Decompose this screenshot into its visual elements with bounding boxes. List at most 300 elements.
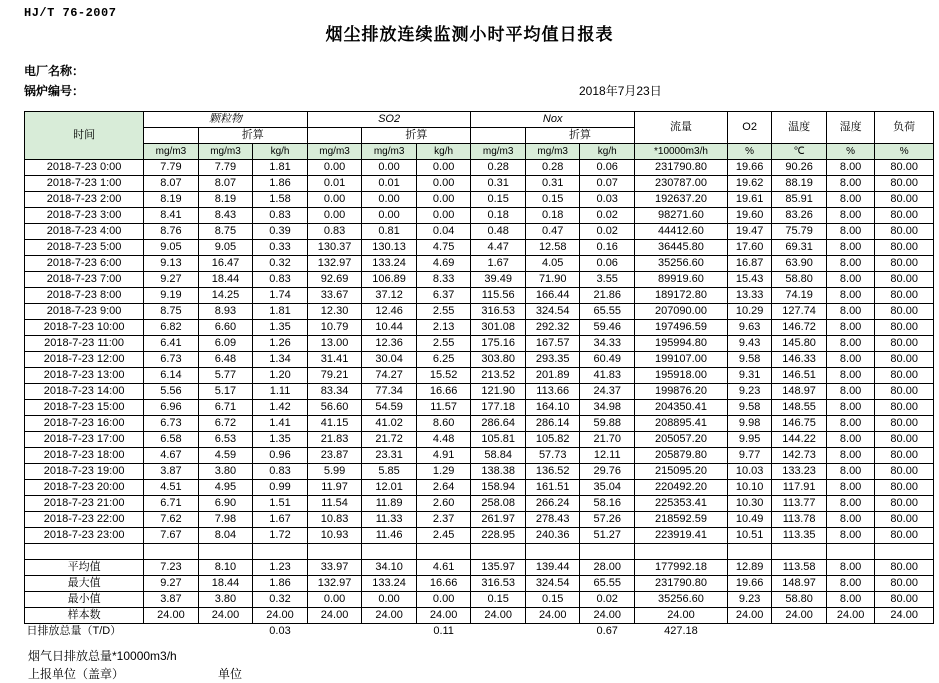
cell: 75.79 — [772, 224, 827, 240]
header-humidity: 湿度 — [826, 112, 874, 144]
cell: 146.75 — [772, 416, 827, 432]
cell: 80.00 — [875, 256, 934, 272]
table-row — [25, 352, 934, 368]
cell: 293.35 — [525, 352, 580, 368]
cell: 0.83 — [253, 272, 308, 288]
cell: 213.52 — [471, 368, 526, 384]
row-time: 2018-7-23 0:00 — [25, 160, 144, 176]
cell: 220492.20 — [635, 480, 728, 496]
header-time: 时间 — [25, 112, 144, 160]
cell: 8.93 — [198, 304, 253, 320]
cell: 225353.41 — [635, 496, 728, 512]
cell: 24.00 — [198, 608, 253, 624]
cell: 324.54 — [525, 304, 580, 320]
cell: 189172.80 — [635, 288, 728, 304]
cell: 106.89 — [362, 272, 417, 288]
cell: 39.49 — [471, 272, 526, 288]
cell: 0.31 — [525, 176, 580, 192]
cell: 197496.59 — [635, 320, 728, 336]
cell: 133.24 — [362, 256, 417, 272]
cell: 0.32 — [253, 592, 308, 608]
cell: 113.78 — [772, 512, 827, 528]
cell: 230787.00 — [635, 176, 728, 192]
cell: 0.99 — [253, 480, 308, 496]
cell: 6.82 — [144, 320, 199, 336]
cell: 24.00 — [307, 608, 362, 624]
cell: 8.00 — [826, 480, 874, 496]
row-time: 2018-7-23 16:00 — [25, 416, 144, 432]
cell: 3.80 — [198, 464, 253, 480]
row-time: 2018-7-23 20:00 — [25, 480, 144, 496]
cell: 3.80 — [198, 592, 253, 608]
footer-report-unit: 上报单位（盖章） — [28, 667, 125, 681]
cell: 24.37 — [580, 384, 635, 400]
cell: 6.90 — [198, 496, 253, 512]
table-row — [25, 400, 934, 416]
cell: 133.24 — [362, 576, 417, 592]
table-row — [25, 320, 934, 336]
cell: 167.57 — [525, 336, 580, 352]
cell: 80.00 — [875, 208, 934, 224]
cell: 2.45 — [416, 528, 471, 544]
unit-cell: ℃ — [772, 144, 827, 160]
cell: 6.71 — [144, 496, 199, 512]
spacer-cell — [727, 544, 771, 560]
cell: 19.61 — [727, 192, 771, 208]
cell: 92.69 — [307, 272, 362, 288]
daily-total-blank — [198, 624, 253, 640]
cell: 9.77 — [727, 448, 771, 464]
cell: 0.81 — [362, 224, 417, 240]
cell: 8.00 — [826, 464, 874, 480]
cell: 41.83 — [580, 368, 635, 384]
cell: 7.62 — [144, 512, 199, 528]
cell: 7.67 — [144, 528, 199, 544]
cell: 88.19 — [772, 176, 827, 192]
cell: 2.55 — [416, 304, 471, 320]
cell: 1.35 — [253, 320, 308, 336]
cell: 4.47 — [471, 240, 526, 256]
cell: 0.96 — [253, 448, 308, 464]
cell: 30.04 — [362, 352, 417, 368]
cell: 177992.18 — [635, 560, 728, 576]
daily-total-blank — [525, 624, 580, 640]
cell: 148.55 — [772, 400, 827, 416]
unit-cell: *10000m3/h — [635, 144, 728, 160]
summary-row-min — [25, 592, 934, 608]
cell: 2.37 — [416, 512, 471, 528]
cell: 8.00 — [826, 496, 874, 512]
cell: 139.44 — [525, 560, 580, 576]
cell: 98271.60 — [635, 208, 728, 224]
table-row — [25, 480, 934, 496]
header-nox-blank — [471, 128, 526, 144]
cell: 0.15 — [471, 592, 526, 608]
cell: 8.75 — [198, 224, 253, 240]
cell: 1.34 — [253, 352, 308, 368]
daily-total-pm: 0.03 — [269, 625, 291, 637]
cell: 8.00 — [826, 400, 874, 416]
cell: 80.00 — [875, 448, 934, 464]
cell: 16.87 — [727, 256, 771, 272]
cell: 4.91 — [416, 448, 471, 464]
cell: 14.25 — [198, 288, 253, 304]
cell: 0.02 — [580, 592, 635, 608]
cell: 65.55 — [580, 576, 635, 592]
cell: 1.81 — [253, 304, 308, 320]
cell: 1.81 — [253, 160, 308, 176]
cell: 1.26 — [253, 336, 308, 352]
cell: 83.26 — [772, 208, 827, 224]
cell: 10.79 — [307, 320, 362, 336]
cell: 177.18 — [471, 400, 526, 416]
cell: 258.08 — [471, 496, 526, 512]
cell: 51.27 — [580, 528, 635, 544]
cell: 23.87 — [307, 448, 362, 464]
header-group-pm: 颗粒物 — [144, 112, 308, 128]
cell: 132.97 — [307, 256, 362, 272]
cell: 41.15 — [307, 416, 362, 432]
cell: 34.98 — [580, 400, 635, 416]
cell: 8.00 — [826, 352, 874, 368]
cell: 0.48 — [471, 224, 526, 240]
cell: 16.47 — [198, 256, 253, 272]
header-row-units — [25, 144, 934, 160]
cell: 80.00 — [875, 304, 934, 320]
summary-label: 最小值 — [25, 592, 144, 608]
cell: 10.10 — [727, 480, 771, 496]
cell: 0.00 — [416, 176, 471, 192]
cell: 34.33 — [580, 336, 635, 352]
cell: 1.20 — [253, 368, 308, 384]
cell: 8.19 — [198, 192, 253, 208]
cell: 19.47 — [727, 224, 771, 240]
cell: 8.00 — [826, 224, 874, 240]
cell: 1.74 — [253, 288, 308, 304]
cell: 1.86 — [253, 576, 308, 592]
cell: 8.19 — [144, 192, 199, 208]
cell: 4.51 — [144, 480, 199, 496]
spacer-cell — [307, 544, 362, 560]
cell: 8.00 — [826, 176, 874, 192]
unit-cell: kg/h — [416, 144, 471, 160]
cell: 35256.60 — [635, 592, 728, 608]
cell: 6.58 — [144, 432, 199, 448]
cell: 145.80 — [772, 336, 827, 352]
cell: 9.58 — [727, 400, 771, 416]
cell: 10.30 — [727, 496, 771, 512]
spacer-cell — [525, 544, 580, 560]
cell: 1.41 — [253, 416, 308, 432]
footer-block — [28, 647, 925, 683]
cell: 8.41 — [144, 208, 199, 224]
table-row — [25, 464, 934, 480]
row-time: 2018-7-23 23:00 — [25, 528, 144, 544]
cell: 11.97 — [307, 480, 362, 496]
cell: 80.00 — [875, 432, 934, 448]
cell: 36445.80 — [635, 240, 728, 256]
cell: 8.00 — [826, 320, 874, 336]
cell: 1.67 — [253, 512, 308, 528]
cell: 0.83 — [253, 464, 308, 480]
report-date: 2018年7月23日 — [579, 84, 662, 98]
cell: 74.27 — [362, 368, 417, 384]
standard-code: HJ/T 76-2007 — [24, 6, 117, 20]
cell: 24.00 — [471, 608, 526, 624]
cell: 164.10 — [525, 400, 580, 416]
header-so2-blank — [307, 128, 362, 144]
cell: 80.00 — [875, 224, 934, 240]
cell: 113.77 — [772, 496, 827, 512]
cell: 57.73 — [525, 448, 580, 464]
cell: 10.51 — [727, 528, 771, 544]
unit-cell: mg/m3 — [198, 144, 253, 160]
cell: 21.86 — [580, 288, 635, 304]
cell: 1.72 — [253, 528, 308, 544]
header-pm-converted: 折算 — [198, 128, 307, 144]
cell: 142.73 — [772, 448, 827, 464]
cell: 80.00 — [875, 496, 934, 512]
table-row — [25, 384, 934, 400]
cell: 286.64 — [471, 416, 526, 432]
spacer-cell — [362, 544, 417, 560]
cell: 0.06 — [580, 160, 635, 176]
cell: 0.01 — [307, 176, 362, 192]
cell: 228.95 — [471, 528, 526, 544]
cell: 5.77 — [198, 368, 253, 384]
cell: 117.91 — [772, 480, 827, 496]
cell: 9.43 — [727, 336, 771, 352]
cell: 1.67 — [471, 256, 526, 272]
cell: 231790.80 — [635, 160, 728, 176]
cell: 9.58 — [727, 352, 771, 368]
cell: 74.19 — [772, 288, 827, 304]
cell: 8.00 — [826, 288, 874, 304]
cell: 175.16 — [471, 336, 526, 352]
row-time: 2018-7-23 8:00 — [25, 288, 144, 304]
cell: 12.11 — [580, 448, 635, 464]
cell: 0.00 — [307, 160, 362, 176]
cell: 0.01 — [362, 176, 417, 192]
cell: 29.76 — [580, 464, 635, 480]
cell: 7.79 — [144, 160, 199, 176]
cell: 105.81 — [471, 432, 526, 448]
cell: 215095.20 — [635, 464, 728, 480]
cell: 0.15 — [525, 592, 580, 608]
cell: 13.33 — [727, 288, 771, 304]
spacer-cell — [416, 544, 471, 560]
row-time: 2018-7-23 12:00 — [25, 352, 144, 368]
cell: 12.30 — [307, 304, 362, 320]
cell: 3.55 — [580, 272, 635, 288]
cell: 24.00 — [635, 608, 728, 624]
cell: 80.00 — [875, 320, 934, 336]
cell: 0.33 — [253, 240, 308, 256]
cell: 10.49 — [727, 512, 771, 528]
summary-row-average — [25, 560, 934, 576]
cell: 24.00 — [253, 608, 308, 624]
unit-cell: kg/h — [253, 144, 308, 160]
cell: 0.15 — [525, 192, 580, 208]
cell: 8.00 — [826, 384, 874, 400]
daily-total-blank — [727, 624, 771, 640]
table-row — [25, 304, 934, 320]
cell: 0.83 — [307, 224, 362, 240]
cell: 24.00 — [416, 608, 471, 624]
cell: 218592.59 — [635, 512, 728, 528]
spacer-cell — [826, 544, 874, 560]
daily-total-label: 日排放总量（T/D） — [26, 625, 122, 637]
cell: 18.44 — [198, 272, 253, 288]
cell: 166.44 — [525, 288, 580, 304]
cell: 18.44 — [198, 576, 253, 592]
cell: 5.85 — [362, 464, 417, 480]
cell: 136.52 — [525, 464, 580, 480]
cell: 138.38 — [471, 464, 526, 480]
cell: 0.00 — [362, 160, 417, 176]
cell: 4.67 — [144, 448, 199, 464]
cell: 8.60 — [416, 416, 471, 432]
cell: 8.07 — [198, 176, 253, 192]
cell: 1.29 — [416, 464, 471, 480]
cell: 35.04 — [580, 480, 635, 496]
cell: 21.70 — [580, 432, 635, 448]
table-row — [25, 512, 934, 528]
cell: 8.07 — [144, 176, 199, 192]
cell: 11.33 — [362, 512, 417, 528]
unit-cell: mg/m3 — [362, 144, 417, 160]
row-time: 2018-7-23 2:00 — [25, 192, 144, 208]
table-row — [25, 192, 934, 208]
table-row — [25, 416, 934, 432]
cell: 6.48 — [198, 352, 253, 368]
cell: 0.18 — [471, 208, 526, 224]
cell: 58.84 — [471, 448, 526, 464]
cell: 80.00 — [875, 400, 934, 416]
cell: 23.31 — [362, 448, 417, 464]
table-row — [25, 224, 934, 240]
cell: 24.00 — [362, 608, 417, 624]
row-time: 2018-7-23 19:00 — [25, 464, 144, 480]
footer-gas-total: 烟气日排放总量*10000m3/h — [28, 649, 177, 663]
cell: 7.23 — [144, 560, 199, 576]
cell: 8.75 — [144, 304, 199, 320]
cell: 1.51 — [253, 496, 308, 512]
cell: 231790.80 — [635, 576, 728, 592]
cell: 6.60 — [198, 320, 253, 336]
cell: 0.00 — [307, 192, 362, 208]
cell: 24.00 — [144, 608, 199, 624]
cell: 58.80 — [772, 592, 827, 608]
cell: 80.00 — [875, 560, 934, 576]
header-group-nox: Nox — [471, 112, 635, 128]
cell: 69.31 — [772, 240, 827, 256]
cell: 105.82 — [525, 432, 580, 448]
cell: 113.58 — [772, 560, 827, 576]
unit-cell: % — [826, 144, 874, 160]
header-load: 负荷 — [875, 112, 934, 144]
row-time: 2018-7-23 3:00 — [25, 208, 144, 224]
daily-total-flow: 427.18 — [664, 625, 698, 637]
cell: 8.00 — [826, 528, 874, 544]
cell: 199876.20 — [635, 384, 728, 400]
daily-total-blank — [875, 624, 934, 640]
row-time: 2018-7-23 18:00 — [25, 448, 144, 464]
spacer-cell — [772, 544, 827, 560]
cell: 0.00 — [416, 592, 471, 608]
cell: 161.51 — [525, 480, 580, 496]
cell: 0.03 — [580, 192, 635, 208]
row-time: 2018-7-23 15:00 — [25, 400, 144, 416]
cell: 6.73 — [144, 352, 199, 368]
cell: 6.14 — [144, 368, 199, 384]
summary-label: 平均值 — [25, 560, 144, 576]
cell: 208895.41 — [635, 416, 728, 432]
header-pm-blank — [144, 128, 199, 144]
cell: 6.25 — [416, 352, 471, 368]
cell: 80.00 — [875, 368, 934, 384]
cell: 58.80 — [772, 272, 827, 288]
cell: 6.72 — [198, 416, 253, 432]
cell: 133.23 — [772, 464, 827, 480]
cell: 0.32 — [253, 256, 308, 272]
cell: 80.00 — [875, 576, 934, 592]
cell: 8.33 — [416, 272, 471, 288]
row-time: 2018-7-23 6:00 — [25, 256, 144, 272]
cell: 2.60 — [416, 496, 471, 512]
cell: 54.59 — [362, 400, 417, 416]
cell: 8.00 — [826, 416, 874, 432]
cell: 6.09 — [198, 336, 253, 352]
cell: 21.83 — [307, 432, 362, 448]
cell: 0.04 — [416, 224, 471, 240]
cell: 12.58 — [525, 240, 580, 256]
cell: 31.41 — [307, 352, 362, 368]
spacer-cell — [253, 544, 308, 560]
cell: 59.46 — [580, 320, 635, 336]
cell: 205879.80 — [635, 448, 728, 464]
spacer-cell — [198, 544, 253, 560]
cell: 4.48 — [416, 432, 471, 448]
cell: 12.89 — [727, 560, 771, 576]
header-nox-converted: 折算 — [525, 128, 634, 144]
cell: 205057.20 — [635, 432, 728, 448]
table-row — [25, 496, 934, 512]
cell: 0.00 — [416, 160, 471, 176]
cell: 24.00 — [525, 608, 580, 624]
row-time: 2018-7-23 17:00 — [25, 432, 144, 448]
cell: 301.08 — [471, 320, 526, 336]
cell: 80.00 — [875, 592, 934, 608]
cell: 3.87 — [144, 464, 199, 480]
daily-total-row — [25, 624, 934, 640]
cell: 6.71 — [198, 400, 253, 416]
boiler-number-label: 锅炉编号： — [24, 84, 85, 98]
cell: 0.31 — [471, 176, 526, 192]
cell: 158.94 — [471, 480, 526, 496]
cell: 21.72 — [362, 432, 417, 448]
cell: 19.66 — [727, 160, 771, 176]
row-time: 2018-7-23 9:00 — [25, 304, 144, 320]
cell: 80.00 — [875, 512, 934, 528]
cell: 63.90 — [772, 256, 827, 272]
table-row — [25, 272, 934, 288]
row-time: 2018-7-23 13:00 — [25, 368, 144, 384]
cell: 8.00 — [826, 304, 874, 320]
plant-name-label: 电厂名称： — [24, 64, 85, 78]
cell: 8.00 — [826, 160, 874, 176]
spacer-cell — [144, 544, 199, 560]
